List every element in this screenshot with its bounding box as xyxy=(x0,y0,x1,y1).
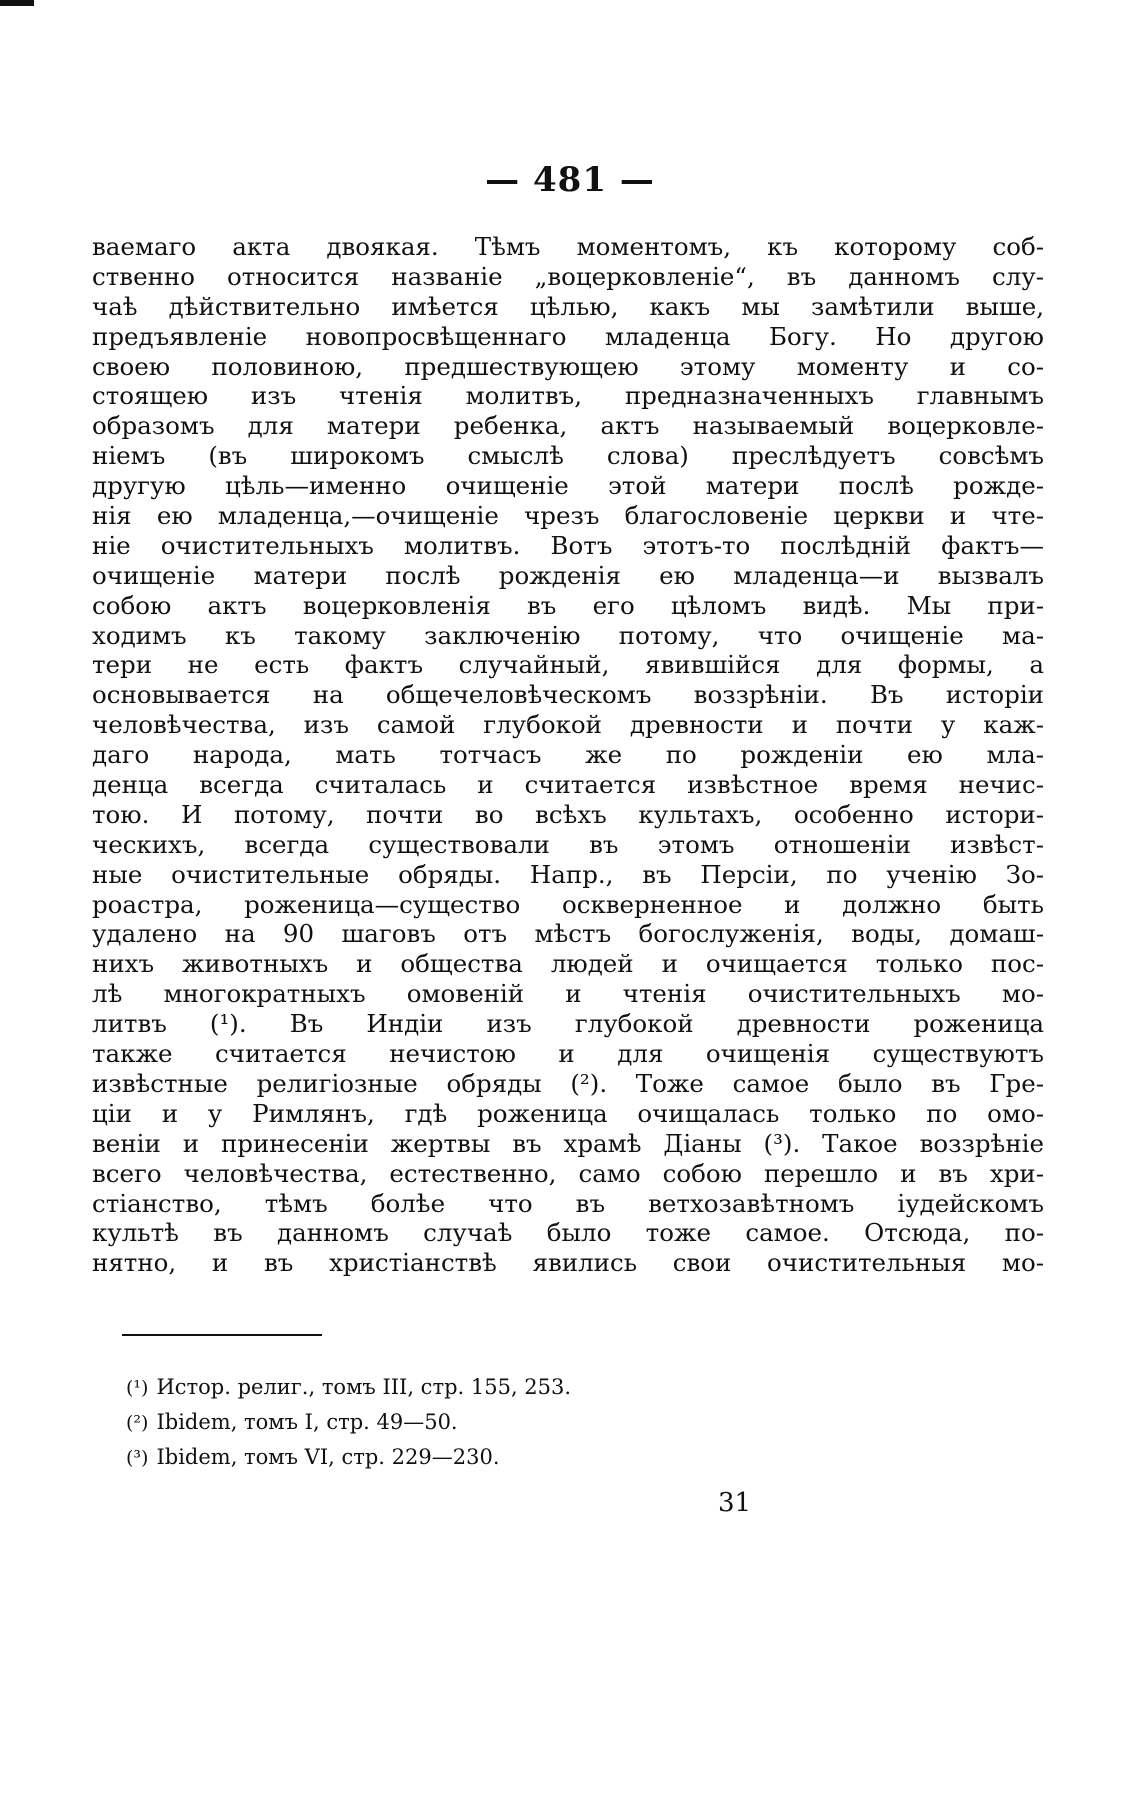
footnote-mark: (³) xyxy=(126,1447,149,1469)
footnote-mark: (¹) xyxy=(126,1377,149,1399)
body-line: роастра, роженица—существо оскверненное и должно быть xyxy=(92,889,1044,919)
body-line: ніе очистительныхъ молитвъ. Вотъ этотъ-то послѣдній фактъ— xyxy=(92,530,1044,560)
footnote-text: Ibidem, томъ VI, стр. 229—230. xyxy=(156,1445,500,1469)
body-line: удалено на 90 шаговъ отъ мѣстъ богослуженія, воды, домаш- xyxy=(92,919,1044,949)
body-line: веніи и принесеніи жертвы въ храмѣ Діаны (³). Такое воззрѣніе xyxy=(92,1128,1044,1158)
body-line: нія ею младенца,—очищеніе чрезъ благословеніе церкви и чте- xyxy=(92,501,1044,531)
footnote-text: Истор. религ., томъ III, стр. 155, 253. xyxy=(156,1375,572,1399)
signature-mark: 31 xyxy=(718,1488,752,1518)
body-line: литвъ (¹). Въ Индіи изъ глубокой древности роженица xyxy=(92,1009,1044,1039)
corner-mark xyxy=(0,0,34,6)
footnote xyxy=(126,1370,826,1405)
body-line: ніемъ (въ широкомъ смыслѣ слова) преслѣдуетъ совсѣмъ xyxy=(92,441,1044,471)
body-line: ціи и у Римлянъ, гдѣ роженица очищалась только по омо- xyxy=(92,1098,1044,1128)
footnote-mark: (²) xyxy=(126,1412,149,1434)
page-number: — 481 — xyxy=(485,160,655,200)
body-line: лѣ многократныхъ омовеній и чтенія очистительныхъ мо- xyxy=(92,979,1044,1009)
body-line: также считается нечистою и для очищенія существуютъ xyxy=(92,1039,1044,1069)
body-line: нятно, и въ христіанствѣ явились свои очистительныя мо- xyxy=(92,1248,1044,1278)
body-line: предъявленіе новопросвѣщеннаго младенца Богу. Но другою xyxy=(92,321,1044,351)
body-line: ходимъ къ такому заключенію потому, что очищеніе ма- xyxy=(92,620,1044,650)
footnote xyxy=(126,1405,826,1440)
body-line: основывается на общечеловѣческомъ воззрѣніи. Въ исторіи xyxy=(92,680,1044,710)
body-text xyxy=(92,232,1044,1278)
body-line: стіанство, тѣмъ болѣе что въ ветхозавѣтномъ іудейскомъ xyxy=(92,1188,1044,1218)
body-line: ные очистительные обряды. Напр., въ Персіи, по ученію Зо- xyxy=(92,859,1044,889)
body-line: извѣстные религіозные обряды (²). Тоже самое было въ Гре- xyxy=(92,1068,1044,1098)
footnote xyxy=(126,1440,826,1475)
body-line: своею половиною, предшествующею этому моменту и со- xyxy=(92,351,1044,381)
body-line: всего человѣчества, естественно, само собою перешло и въ хри- xyxy=(92,1158,1044,1188)
body-line: чаѣ дѣйствительно имѣется цѣлью, какъ мы замѣтили выше, xyxy=(92,291,1044,321)
body-line: ственно относится названіе „воцерковленіе“, въ данномъ слу- xyxy=(92,261,1044,291)
footnote-separator xyxy=(122,1334,322,1336)
body-line: другую цѣль—именно очищеніе этой матери послѣ рожде- xyxy=(92,471,1044,501)
body-line: собою актъ воцерковленія въ его цѣломъ видѣ. Мы при- xyxy=(92,590,1044,620)
body-line: ваемаго акта двоякая. Тѣмъ моментомъ, къ которому соб- xyxy=(92,232,1044,261)
body-line: нихъ животныхъ и общества людей и очищается только пос- xyxy=(92,949,1044,979)
body-line: культѣ въ данномъ случаѣ было тоже самое. Отсюда, по- xyxy=(92,1218,1044,1248)
body-line: образомъ для матери ребенка, актъ называемый воцерковле- xyxy=(92,411,1044,441)
body-line: денца всегда считалась и считается извѣстное время нечис- xyxy=(92,770,1044,800)
footnote-text: Ibidem, томъ I, стр. 49—50. xyxy=(156,1410,458,1434)
body-line: стоящею изъ чтенія молитвъ, предназначенныхъ главнымъ xyxy=(92,381,1044,411)
body-line: тери не есть фактъ случайный, явившійся для формы, а xyxy=(92,650,1044,680)
footnotes xyxy=(126,1370,826,1475)
body-line: тою. И потому, почти во всѣхъ культахъ, особенно истори- xyxy=(92,799,1044,829)
body-line: человѣчества, изъ самой глубокой древности и почти у каж- xyxy=(92,710,1044,740)
body-line: очищеніе матери послѣ рожденія ею младенца—и вызвалъ xyxy=(92,560,1044,590)
body-line: ческихъ, всегда существовали въ этомъ отношеніи извѣст- xyxy=(92,829,1044,859)
body-line: даго народа, мать тотчасъ же по рожденіи ею мла- xyxy=(92,740,1044,770)
